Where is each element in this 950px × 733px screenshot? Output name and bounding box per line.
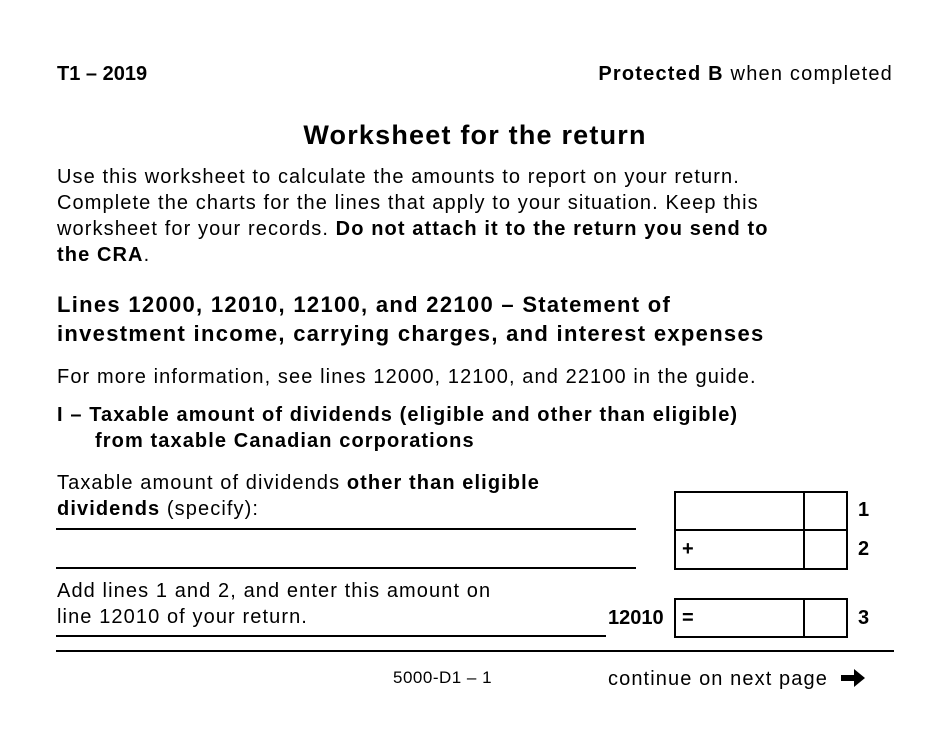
- part-1-heading: [57, 402, 738, 454]
- section-heading-line-2: investment income, carrying charges, and interest expenses: [57, 321, 765, 346]
- amount-input-line-1[interactable]: [678, 495, 801, 527]
- plus-operator: +: [682, 538, 694, 560]
- dividends-label-text: Taxable amount of dividends: [57, 472, 347, 494]
- continue-text: continue on next page: [608, 668, 828, 690]
- section-heading: [57, 290, 765, 348]
- cents-input-line-2[interactable]: [807, 533, 845, 566]
- line-number-1: 1: [858, 499, 870, 521]
- dividends-label-line-2: [57, 496, 540, 522]
- amount-input-line-2[interactable]: [700, 533, 801, 566]
- intro-paragraph: [57, 164, 769, 268]
- cents-divider: [803, 491, 805, 570]
- info-text: For more information, see lines 12000, 12100, and 22100 in the guide.: [57, 366, 757, 388]
- row-divider: [674, 529, 848, 531]
- add-instruction: [57, 578, 491, 630]
- arrow-right-icon: [839, 667, 867, 689]
- other-than-eligible-label: other than eligible: [346, 472, 540, 494]
- intro-line-3: [57, 216, 769, 242]
- add-instruction-line-1: Add lines 1 and 2, and enter this amount on: [57, 580, 492, 602]
- amount-input-line-3[interactable]: [700, 602, 801, 634]
- page-title: Worksheet for the return: [303, 120, 647, 150]
- dividends-label: [57, 470, 540, 522]
- intro-line-3-text: worksheet for your records.: [57, 218, 336, 240]
- cra-label: the CRA: [57, 244, 144, 266]
- form-code: 5000-D1 – 1: [393, 668, 493, 687]
- do-not-attach-warning: Do not attach it to the return you send to: [335, 218, 769, 240]
- part-1-heading-line-2: from taxable Canadian corporations: [95, 430, 475, 452]
- line-number-2: 2: [858, 538, 870, 560]
- dividends-bold-label: dividends: [57, 498, 161, 520]
- intro-line-1: Use this worksheet to calculate the amounts to report on your return.: [57, 166, 740, 188]
- intro-line-4: [57, 242, 769, 268]
- protected-notice: [598, 63, 893, 86]
- specify-input-line-1[interactable]: [56, 528, 636, 530]
- total-cents-divider: [803, 598, 805, 638]
- intro-line-2: Complete the charts for the lines that apply to your situation. Keep this: [57, 192, 759, 214]
- equals-operator: =: [682, 607, 694, 629]
- specify-input-line-2[interactable]: [56, 567, 636, 569]
- part-1-heading-line-1: I – Taxable amount of dividends (eligible and other than eligible): [57, 404, 739, 426]
- instruction-underline: [56, 635, 606, 637]
- protected-label: Protected B: [598, 63, 724, 85]
- continue-notice: [608, 667, 867, 691]
- protected-suffix: when completed: [723, 63, 893, 85]
- add-instruction-line-2: line 12010 of your return.: [57, 606, 308, 628]
- cents-input-line-3[interactable]: [807, 602, 845, 634]
- cents-input-line-1[interactable]: [807, 495, 845, 527]
- section-heading-line-1: Lines 12000, 12010, 12100, and 22100 – Statement of: [57, 292, 672, 317]
- form-id: T1 – 2019: [57, 63, 148, 85]
- line-number-3: 3: [858, 607, 870, 629]
- dividends-label-line-1: [57, 470, 540, 496]
- line-code-12010: 12010: [608, 607, 664, 629]
- intro-period: .: [143, 244, 151, 266]
- specify-label: (specify):: [160, 498, 260, 520]
- footer-divider: [56, 650, 894, 652]
